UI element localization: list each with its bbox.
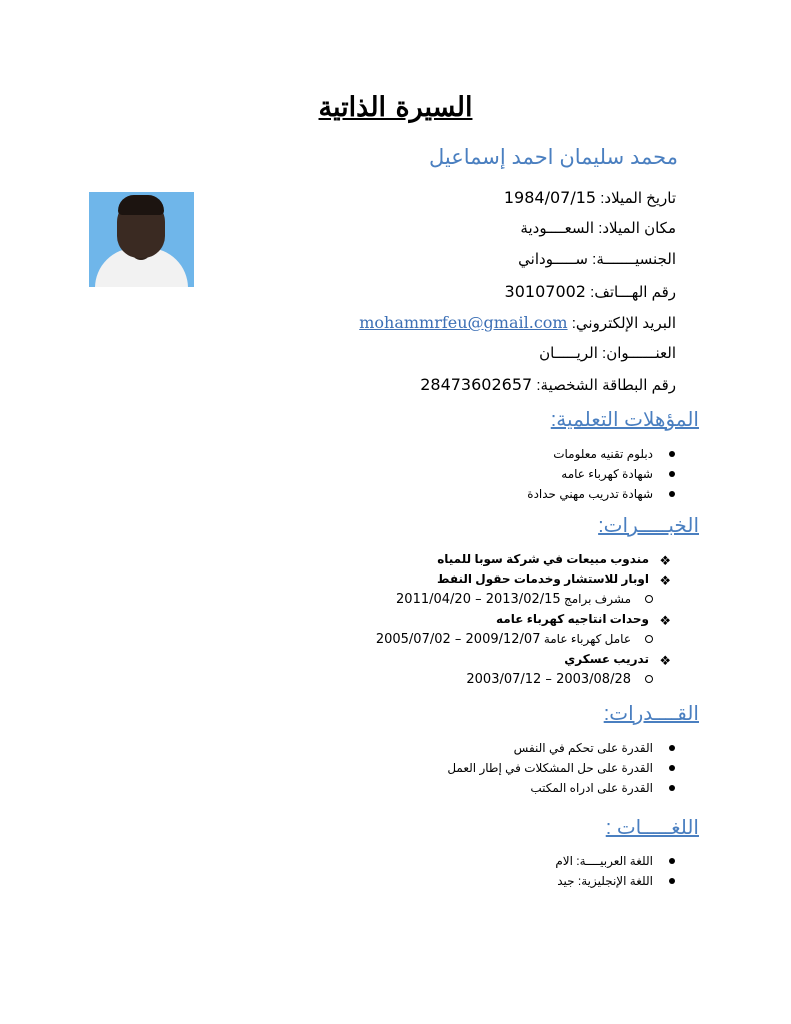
list-item: اللغة العربيــــة: الام	[235, 851, 675, 871]
address-label: العنــــــوان:	[602, 345, 676, 362]
person-name: محمد سليمان احمد إسماعيل	[428, 146, 678, 169]
experience-sub-item: 2003/07/12 – 2003/08/28	[211, 669, 671, 689]
education-list	[235, 444, 675, 504]
list-item: شهادة تدريب مهني حدادة	[235, 484, 675, 504]
bullet-icon	[669, 765, 675, 771]
id-value: 28473602657	[420, 375, 533, 394]
experience-sub-item: عامل كهرباء عامة 2005/07/02 – 2009/12/07	[211, 629, 671, 649]
phone-label: رقم الهـــاتف:	[590, 284, 676, 301]
list-item: القدرة على تحكم في النفس	[235, 738, 675, 758]
diamond-bullet-icon: ❖	[659, 653, 671, 668]
experience-item: ❖ اوبار للاستشار وخدمات حقول النفط	[211, 569, 671, 589]
circle-bullet-icon	[645, 595, 653, 603]
experience-list	[211, 549, 671, 689]
birth-place-line	[256, 219, 676, 237]
birth-date-value: 1984/07/15	[503, 188, 597, 207]
experience-item: ❖ وحدات انتاجيه كهرباء عامه	[211, 609, 671, 629]
id-line	[256, 375, 676, 394]
diamond-bullet-icon: ❖	[659, 553, 671, 568]
bullet-icon	[669, 785, 675, 791]
bullet-icon	[669, 745, 675, 751]
list-item: شهادة كهرباء عامه	[235, 464, 675, 484]
phone-line	[256, 282, 676, 301]
nationality-value: ســـــوداني	[518, 251, 588, 268]
address-value: الريـــــان	[539, 345, 598, 362]
experience-sub-item: مشرف برامج 2011/04/20 – 2013/02/15	[211, 589, 671, 609]
list-item: القدرة على ادراه المكتب	[235, 778, 675, 798]
languages-list	[235, 851, 675, 891]
diamond-bullet-icon: ❖	[659, 613, 671, 628]
circle-bullet-icon	[645, 675, 653, 683]
email-line	[256, 313, 676, 332]
list-item: دبلوم تقنيه معلومات	[235, 444, 675, 464]
nationality-label: الجنسيـــــــة:	[592, 251, 676, 268]
education-heading: المؤهلات التعلمية:	[550, 409, 699, 431]
nationality-line	[256, 250, 676, 268]
languages-heading: اللغـــــات :	[605, 817, 699, 839]
bullet-icon	[669, 878, 675, 884]
email-label: البريد الإلكتروني:	[571, 315, 676, 332]
bullet-icon	[669, 491, 675, 497]
list-item: اللغة الإنجليزية: جيد	[235, 871, 675, 891]
address-line	[256, 344, 676, 362]
birth-place-label: مكان الميلاد:	[598, 220, 676, 237]
photo-hair	[118, 195, 164, 215]
phone-value: 30107002	[504, 282, 586, 301]
experience-item: ❖ تدريب عسكري	[211, 649, 671, 669]
experience-item: ❖ مندوب مبيعات في شركة سوبا للمياه	[211, 549, 671, 569]
id-label: رقم البطاقة الشخصية:	[536, 377, 676, 394]
birth-date-line	[256, 188, 676, 207]
document-title: السيرة الذاتية	[318, 92, 473, 123]
experience-heading: الخبـــــرات:	[598, 515, 699, 537]
abilities-list	[235, 738, 675, 798]
diamond-bullet-icon: ❖	[659, 573, 671, 588]
list-item: القدرة على حل المشكلات في إطار العمل	[235, 758, 675, 778]
abilities-heading: القــــدرات:	[603, 703, 699, 725]
email-link[interactable]: mohammrfeu@gmail.com	[359, 313, 568, 332]
profile-photo	[89, 192, 194, 287]
birth-date-label: تاريخ الميلاد:	[600, 190, 676, 207]
birth-place-value: السعــــودية	[520, 220, 595, 237]
bullet-icon	[669, 471, 675, 477]
bullet-icon	[669, 858, 675, 864]
circle-bullet-icon	[645, 635, 653, 643]
bullet-icon	[669, 451, 675, 457]
